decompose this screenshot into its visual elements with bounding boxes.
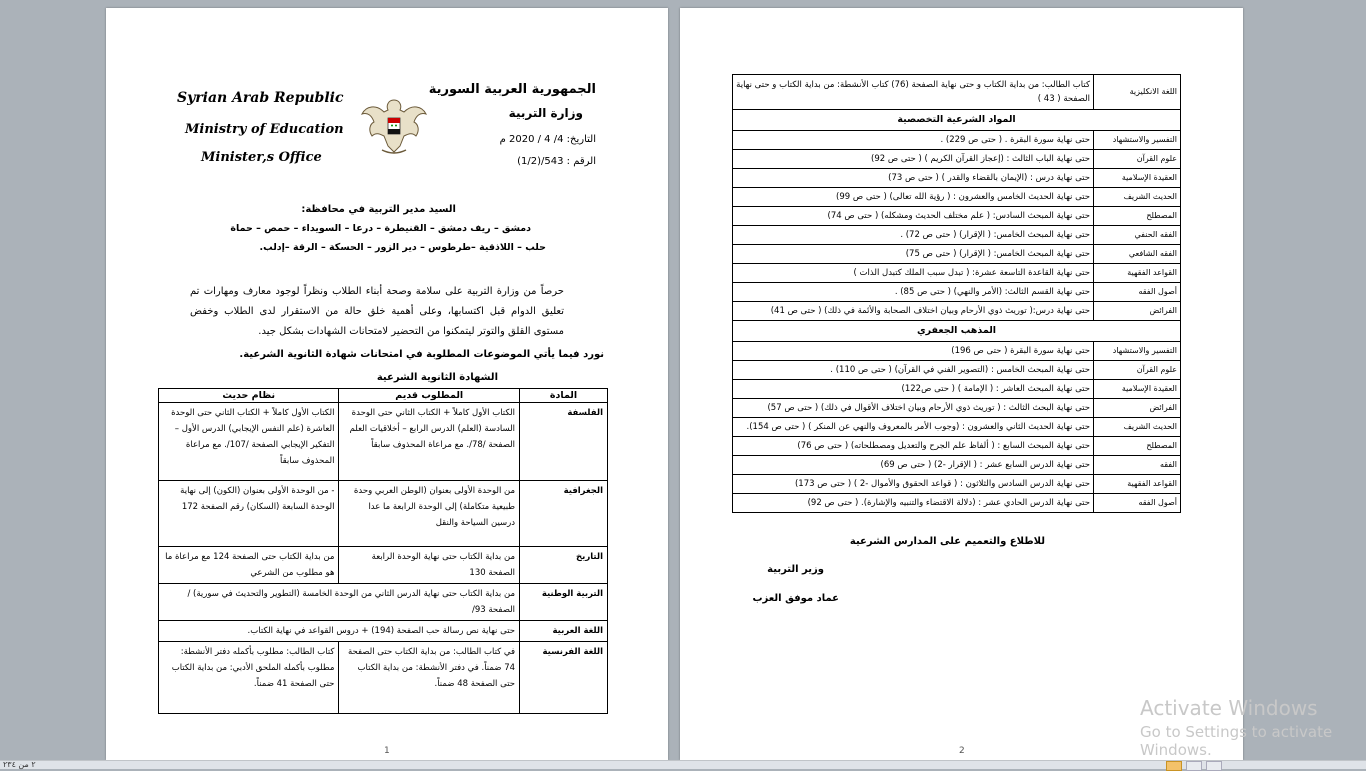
row-content: حتى نهاية درس : (الإيمان بالقضاء والقدر ) ( حتى ص 73) xyxy=(733,169,1094,188)
row-content: حتى نهاية الدرس السابع عشر : ( الإقرار -2) ( حتى ص 69) xyxy=(733,456,1094,475)
table-row xyxy=(733,188,1181,207)
table-row xyxy=(733,245,1181,264)
page-number: 1 xyxy=(384,746,390,756)
document-ref-number: الرقم : 543/(1/2) xyxy=(517,156,596,167)
row-subject: الفقه xyxy=(1094,456,1181,475)
row-old: في كتاب الطالب: من بداية الكتاب حتى الصفحة 74 ضمناً. في دفتر الأنشطة: من بداية الكتاب حتى الصفحة 48 ضمناً. xyxy=(339,642,520,714)
table-row xyxy=(733,226,1181,245)
table-row xyxy=(733,494,1181,513)
row-content: حتى نهاية المبحث الخامس : (التصوير الفني في القرآن) ( حتى ص 110) . xyxy=(733,361,1094,380)
row-subject: اللغة الانكليزية xyxy=(1094,75,1181,110)
addressee-cities-2: حلب – اللاذقية –طرطوس – دير الزور – الحسكة – الرقة –إدلب. xyxy=(259,242,546,253)
section-header-row xyxy=(733,110,1181,131)
header-ar-country: الجمهورية العربية السورية xyxy=(428,82,596,97)
signature-title: وزير التربية xyxy=(767,564,824,575)
table-row xyxy=(733,131,1181,150)
addressee-cities-1: دمشق – ريف دمشق – القنيطرة – درعا – السويداء – حمص – حماة xyxy=(230,223,531,234)
letter-intro: نورد فيما يأتي الموضوعات المطلوبة في امتحانات شهادة الثانوية الشرعية. xyxy=(239,349,604,360)
row-content: حتى نهاية نص رسالة حب الصفحة (194) + دروس القواعد في نهاية الكتاب. xyxy=(159,621,520,642)
table-row xyxy=(733,380,1181,399)
table-row xyxy=(733,437,1181,456)
row-subject: الفرائض xyxy=(1094,399,1181,418)
header-en-office: Minister,s Office xyxy=(201,150,322,165)
row-content: حتى نهاية سورة البقرة . ( حتى ص 229) . xyxy=(733,131,1094,150)
table-row xyxy=(733,418,1181,437)
header-ar-ministry: وزارة التربية xyxy=(508,106,583,120)
document-date: التاريخ: 4/ 4 / 2020 م xyxy=(499,134,596,145)
row-content: حتى نهاية المبحث الخامس: ( الإقرار) ( حتى ص 72) . xyxy=(733,226,1094,245)
row-new: - من الوحدة الأولى بعنوان (الكون) إلى نهاية الوحدة السابعة (السكان) رقم الصفحة 172 xyxy=(159,481,339,547)
header-en-country: Syrian Arab Republic xyxy=(177,90,344,106)
row-subject: المصطلح xyxy=(1094,437,1181,456)
row-new: كتاب الطالب: مطلوب بأكمله دفتر الأنشطة: مطلوب بأكمله الملحق الأدبي: من بداية الكتاب حتى الصفحة 41 ضمناً. xyxy=(159,642,339,714)
subjects-table-1 xyxy=(158,388,608,714)
row-content: حتى نهاية المبحث السابع : ( ألفاظ علم الجرح والتعديل ومصطلحاته) ( حتى ص 76) xyxy=(733,437,1094,456)
row-old: الكتاب الأول كاملاً + الكتاب الثاني حتى الوحدة السادسة (العلم) الدرس الرابع – أخلاقيات العلم الصفحة /78/. مع مراعاة المحذوف سابقاً xyxy=(339,403,520,481)
header-new-system: نظام حديث xyxy=(159,389,339,403)
header-subject: المادة xyxy=(520,389,608,403)
row-content: حتى نهاية القسم الثالث: (الأمر والنهي) ( حتى ص 85) . xyxy=(733,283,1094,302)
row-content: حتى نهاية الدرس السادس والثلاثون : ( قواعد الحقوق والأموال -2 ) ( حتى ص 173) xyxy=(733,475,1094,494)
row-new: من بداية الكتاب حتى الصفحة 124 مع مراعاة ما هو مطلوب من الشرعي xyxy=(159,547,339,584)
row-subject: الحديث الشريف xyxy=(1094,188,1181,207)
table-row xyxy=(733,207,1181,226)
table-row xyxy=(733,399,1181,418)
row-old: من الوحدة الأولى بعنوان (الوطن العربي وحدة طبيعية متكاملة) إلى الوحدة الرابعة ما عدا درسين السياحة والنقل xyxy=(339,481,520,547)
table-row xyxy=(733,475,1181,494)
table-row xyxy=(733,169,1181,188)
row-new: الكتاب الأول كاملاً + الكتاب الثاني حتى الوحدة العاشرة (علم النفس الإيجابي) الدرس الأول –التفكير الإيجابي الصفحة /107/. مع مراعاة المحذوف سابقاً xyxy=(159,403,339,481)
row-subject: الجغرافية xyxy=(520,481,608,547)
row-subject: التفسير والاستشهاد xyxy=(1094,342,1181,361)
page-number: 2 xyxy=(959,746,965,756)
row-subject: القواعد الفقهية xyxy=(1094,475,1181,494)
row-subject: التفسير والاستشهاد xyxy=(1094,131,1181,150)
row-subject: اللغة الفرنسية xyxy=(520,642,608,714)
table-row xyxy=(159,584,608,621)
row-subject: الفقه الحنفي xyxy=(1094,226,1181,245)
row-subject: الفقه الشافعي xyxy=(1094,245,1181,264)
row-subject: أصول الفقه xyxy=(1094,494,1181,513)
subjects-table-2 xyxy=(732,74,1181,513)
row-content: من بداية الكتاب حتى نهاية الدرس الثاني من الوحدة الخامسة (التطوير والتحديث في سورية) /الصفحة 93/ xyxy=(159,584,520,621)
row-subject: الفلسفة xyxy=(520,403,608,481)
section-header: المذهب الجعفري xyxy=(733,321,1181,342)
document-page-1 xyxy=(106,8,668,760)
table-row xyxy=(159,403,608,481)
row-subject: اللغة العربية xyxy=(520,621,608,642)
web-layout-view-button[interactable] xyxy=(1206,761,1222,771)
row-content: حتى نهاية سورة البقرة ( حتى ص 196) xyxy=(733,342,1094,361)
signature-name: عماد موفق العزب xyxy=(752,593,839,604)
table-title: الشهادة الثانوية الشرعية xyxy=(376,372,498,383)
section-header-row xyxy=(733,321,1181,342)
row-subject: أصول الفقه xyxy=(1094,283,1181,302)
row-content: حتى نهاية القاعدة التاسعة عشرة: ( تبدل سبب الملك كتبدل الذات ) xyxy=(733,264,1094,283)
table-row xyxy=(733,264,1181,283)
header-old-system: المطلوب قديم xyxy=(339,389,520,403)
row-old: من بداية الكتاب حتى نهاية الوحدة الرابعة الصفحة 130 xyxy=(339,547,520,584)
table-row xyxy=(733,456,1181,475)
row-content: حتى نهاية الباب الثالث : (إعجاز القرآن الكريم ) ( حتى ص 92) xyxy=(733,150,1094,169)
table-row xyxy=(159,481,608,547)
letter-body: حرصاً من وزارة التربية على سلامة وصحة أبناء الطلاب ونظراً لوجود معارف ومهارات تم تعليق الدوام قبل اكتسابها، وعلى أهمية خلق حالة من الاستقرار لدى الطلاب وخفض مستوى القلق والتوتر ليتمكنوا من التحضير لامتحانات الشهادات بشكل جيد. xyxy=(190,286,564,337)
table-row xyxy=(733,342,1181,361)
row-subject: الفرائض xyxy=(1094,302,1181,321)
table-row xyxy=(733,302,1181,321)
header-en-ministry: Ministry of Education xyxy=(185,122,344,137)
row-content: حتى نهاية درس:( توريث ذوي الأرحام وبيان اختلاف الصحابة والأئمة في ذلك) ( حتى ص 41) xyxy=(733,302,1094,321)
table-row xyxy=(159,547,608,584)
row-subject: المصطلح xyxy=(1094,207,1181,226)
row-subject: العقيدة الإسلامية xyxy=(1094,169,1181,188)
addressee-title: السيد مدير التربية في محافظة: xyxy=(301,204,456,215)
watermark-title: Activate Windows xyxy=(1140,696,1318,720)
syrian-eagle-emblem-icon xyxy=(358,90,430,162)
print-layout-view-button[interactable] xyxy=(1166,761,1182,771)
row-content: حتى نهاية المبحث السادس: ( علم مختلف الحديث ومشكله) ( حتى ص 74) xyxy=(733,207,1094,226)
table-header-row xyxy=(159,389,608,403)
table-row xyxy=(159,621,608,642)
document-page-2 xyxy=(680,8,1243,760)
row-content: كتاب الطالب: من بداية الكتاب و حتى نهاية الصفحة (76) كتاب الأنشطة: من بداية الكتاب و حتى نهاية الصفحة ( 43 ) xyxy=(733,75,1094,110)
section-header: المواد الشرعية التخصصية xyxy=(733,110,1181,131)
row-subject: علوم القرآن xyxy=(1094,150,1181,169)
row-content: حتى نهاية البحث الثالث : ( توريث ذوي الأرحام وبيان اختلاف الأقوال في ذلك) ( حتى ص 57) xyxy=(733,399,1094,418)
reading-view-button[interactable] xyxy=(1186,761,1202,771)
row-subject: القواعد الفقهية xyxy=(1094,264,1181,283)
table-row xyxy=(159,642,608,714)
row-subject: العقيدة الإسلامية xyxy=(1094,380,1181,399)
row-subject: التاريخ xyxy=(520,547,608,584)
row-subject: علوم القرآن xyxy=(1094,361,1181,380)
table-row xyxy=(733,283,1181,302)
row-content: حتى نهاية المبحث العاشر : ( الإمامة ) ( حتى ص122) xyxy=(733,380,1094,399)
table-row xyxy=(733,361,1181,380)
row-content: حتى نهاية الحديث الثاني والعشرون : (وجوب الأمر بالمعروف والنهي عن المنكر ) ( حتى ص 154). xyxy=(733,418,1094,437)
row-content: حتى نهاية المبحث الخامس: ( الإقرار) ( حتى ص 75) xyxy=(733,245,1094,264)
watermark-subtitle: Go to Settings to activate Windows. xyxy=(1140,723,1333,759)
distribution-note: للاطلاع والتعميم على المدارس الشرعية xyxy=(849,536,1045,547)
status-page-count: ٢ من ٢٣٤ xyxy=(3,760,36,769)
table-row xyxy=(733,75,1181,110)
table-row xyxy=(733,150,1181,169)
row-subject: التربية الوطنية xyxy=(520,584,608,621)
row-content: حتى نهاية الدرس الحادي عشر : (دلالة الاقتضاء والتنبيه والإشارة). ( حتى ص 92) xyxy=(733,494,1094,513)
row-content: حتى نهاية الحديث الخامس والعشرون : ( رؤية الله تعالى) ( حتى ص 99) xyxy=(733,188,1094,207)
row-subject: الحديث الشريف xyxy=(1094,418,1181,437)
